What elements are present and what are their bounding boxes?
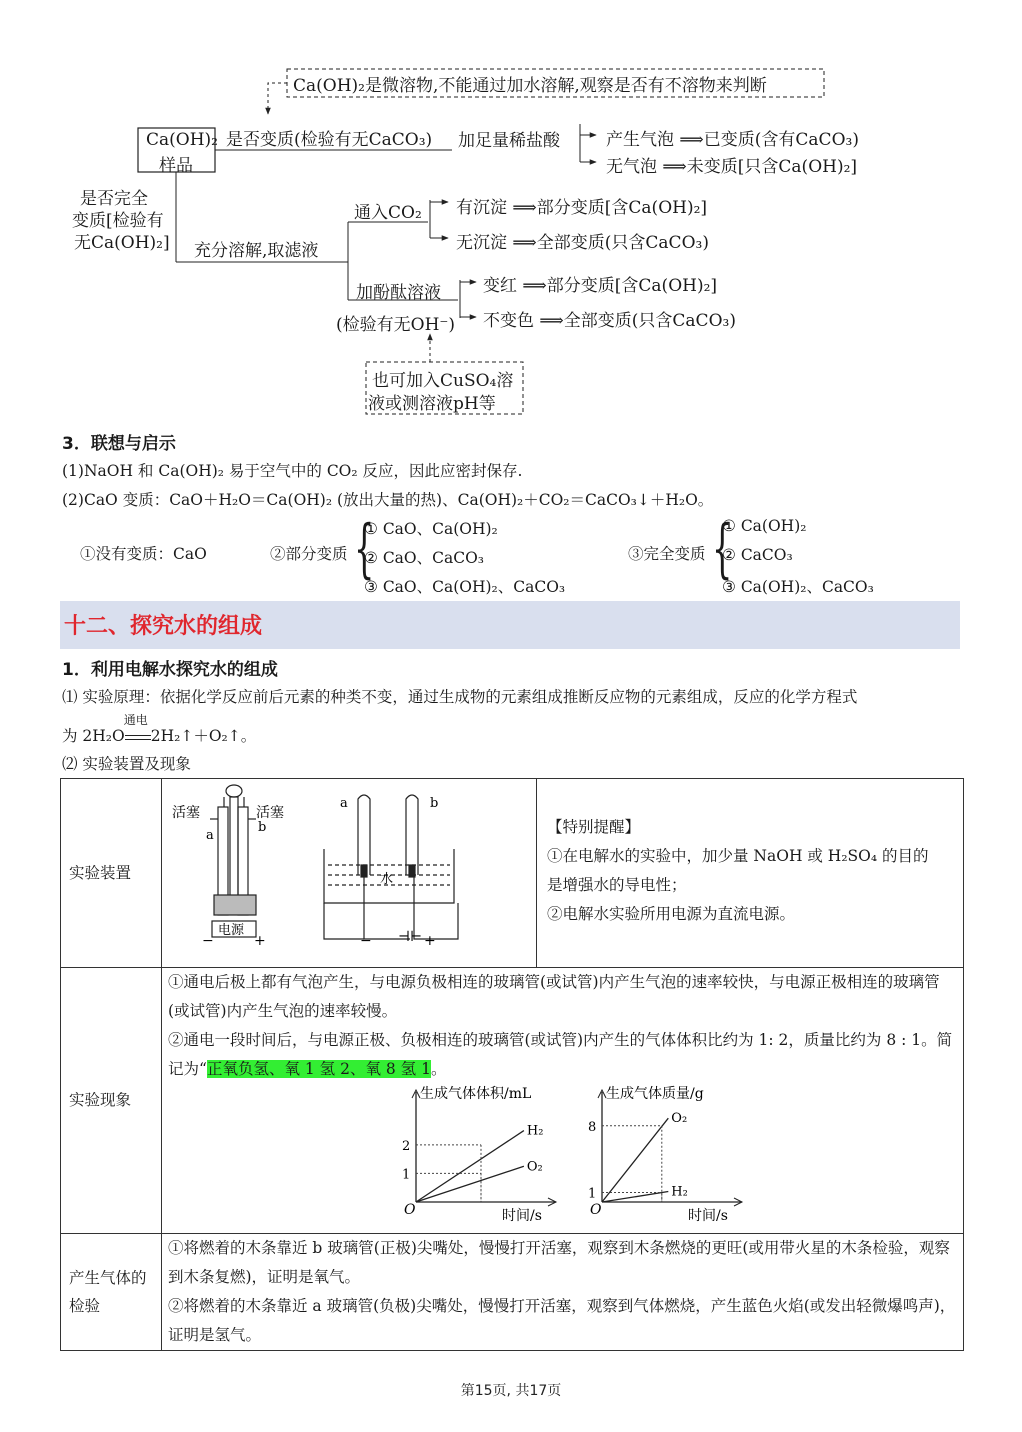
tips-title: 【特别提醒】 [547, 818, 641, 836]
result-no-bubble: 无气泡 [606, 157, 657, 177]
series-label: O₂ [526, 1159, 543, 1175]
check-cell [162, 1234, 964, 1351]
brace-icon: { [712, 512, 733, 586]
pos-sign: + [424, 933, 436, 949]
row-label: 实验装置 [61, 779, 162, 968]
tip-line: 是增强水的导电性； [547, 876, 687, 894]
section-title: 十二、探究水的组成 [64, 614, 263, 639]
brace-icon: { [354, 512, 375, 586]
x-axis-label: 时间/s [688, 1208, 728, 1224]
question-complete-1: 是否完全 [80, 189, 148, 209]
result-no-precipitate: 无沉淀 [456, 233, 507, 253]
page-footer: 第15页, 共17页 [460, 1383, 562, 1399]
bottom-note-2: 液或测溶液pH等 [368, 394, 496, 414]
y-axis-label: 生成气体体积/mL [420, 1086, 532, 1102]
arrow-icon: ⟹ [512, 233, 537, 253]
partial-item: ② CaO、CaCO₃ [364, 549, 485, 567]
trough-apparatus [324, 795, 458, 939]
check-2: ②将燃着的木条靠近 a 玻璃管(负极)尖嘴处，慢慢打开活塞，观察到气体燃烧，产生蓝色火焰(或发出轻微爆鸣声)，证明是氢气。 [168, 1297, 956, 1344]
add-acid: 加足量稀盐酸 [458, 131, 560, 151]
sample-label-2: 样品 [159, 156, 193, 176]
result-precipitate: 有沉淀 [456, 198, 507, 218]
arrow-icon: ⟹ [522, 276, 547, 296]
sec3-p2: (2)CaO 变质：CaO＋H₂O＝Ca(OH)₂ (放出大量的热)、Ca(OH)₂＋CO₂＝CaCO₃↓＋H₂O。 [62, 491, 714, 509]
tube-b-label: b [430, 796, 439, 811]
origin-label: O [590, 1202, 602, 1218]
arrow-icon: ⟹ [662, 157, 687, 177]
principle-line-1: ⑴ 实验原理：依据化学反应前后元素的种类不变，通过生成物的元素组成推断反应物的元素组成，反应的化学方程式 [62, 688, 858, 706]
arrow-icon: ⟹ [679, 130, 704, 150]
observation-2: ②通电一段时间后，与电源正极、负极相连的玻璃管(或试管)内产生的气体体积比约为 1: 2，质量比约为 8 : 1。简记为“正氧负氢、氧 1 氢 2、氧 8 氢 1。 [168, 1031, 953, 1078]
result-no-precipitate-conclusion: 全部变质(只含CaCO₃) [536, 233, 709, 253]
charts-area [168, 1084, 957, 1232]
observation-cell [162, 968, 964, 1234]
table-row [61, 779, 964, 968]
hofmann-apparatus [210, 785, 256, 937]
y-tick-label: 1 [588, 1186, 597, 1202]
tube-b-label: b [258, 820, 267, 835]
dissolve-step: 充分溶解,取滤液 [194, 241, 319, 261]
tip-line: ②电解水实验所用电源为直流电源。 [547, 905, 796, 923]
partial-label: ②部分变质 [270, 545, 348, 563]
sec3-title: 3．联想与启示 [62, 434, 176, 454]
battery-icon: ⊣⊢ [398, 929, 423, 945]
neg-sign: − [202, 933, 214, 949]
x-axis-label: 时间/s [502, 1208, 542, 1224]
series-line [416, 1166, 524, 1202]
y-axis-label: 生成气体质量/g [606, 1086, 704, 1102]
full-label: ③完全变质 [628, 545, 706, 563]
phenol-step: 加酚酞溶液 [356, 283, 441, 303]
water-label: 水 [380, 872, 394, 887]
result-no-bubble-conclusion: 未变质[只含Ca(OH)₂] [686, 157, 858, 177]
apparatus-cell [162, 779, 537, 968]
oh-test: (检验有无OH⁻) [336, 315, 455, 335]
series-label: H₂ [526, 1123, 544, 1139]
experiment-table [60, 778, 964, 1351]
pos-sign: + [254, 933, 266, 949]
series-label: H₂ [671, 1184, 688, 1200]
top-note: Ca(OH)₂是微溶物,不能通过加水溶解,观察是否有不溶物来判断 [293, 76, 767, 96]
arrow-icon: ⟹ [539, 311, 564, 331]
y-tick-label: 1 [402, 1167, 411, 1183]
partial-item: ③ CaO、Ca(OH)₂、CaCO₃ [364, 578, 566, 596]
check-1: ①将燃着的木条靠近 b 玻璃管(正极)尖嘴处，慢慢打开活塞，观察到木条燃烧的更旺(或用带火星的木条检验，观察到木条复燃)，证明是氧气。 [168, 1239, 950, 1286]
table-row [61, 1234, 964, 1351]
series-line [602, 1192, 668, 1202]
result-red-conclusion: 部分变质[含Ca(OH)₂] [546, 276, 718, 296]
y-tick-label: 2 [402, 1138, 411, 1154]
origin-label: O [404, 1202, 416, 1218]
partial-item: ① CaO、Ca(OH)₂ [364, 520, 498, 538]
row-label: 实验现象 [61, 968, 162, 1234]
condition-label: 通电 [123, 713, 148, 727]
tip-line: ①在电解水的实验中，加少量 NaOH 或 H₂SO₄ 的目的 [547, 847, 929, 865]
result-bubble: 产生气泡 [606, 130, 674, 150]
result-precipitate-conclusion: 部分变质[含Ca(OH)₂] [536, 198, 708, 218]
principle-line-2: 为 2H₂O 通电 2H₂↑＋O₂↑。 [62, 713, 257, 745]
question-spoiled: 是否变质(检验有无CaCO₃) [226, 130, 433, 150]
full-item: ② CaCO₃ [722, 546, 793, 564]
mass-chart [580, 1084, 750, 1230]
valve-label-left: 活塞 [172, 805, 200, 821]
sample-label-1: Ca(OH)₂ [146, 130, 218, 150]
volume-chart [394, 1084, 564, 1230]
apparatus-title: ⑵ 实验装置及现象 [62, 755, 191, 773]
bottom-note-1: 也可加入CuSO₄溶 [372, 371, 514, 391]
tube-a-label: a [206, 828, 214, 843]
mnemonic-highlight: 正氧负氢、氧 1 氢 2、氧 8 氢 1 [206, 1060, 431, 1078]
result-colorless: 不变色 [483, 311, 534, 331]
arrow-icon: ⟹ [512, 198, 537, 218]
co2-step: 通入CO₂ [354, 203, 422, 223]
row-label: 产生气体的检验 [61, 1234, 162, 1351]
table-row [61, 968, 964, 1234]
series-line [416, 1131, 524, 1202]
valve-label-right: 活塞 [256, 805, 284, 821]
power-label: 电源 [218, 923, 245, 938]
result-red: 变红 [483, 276, 517, 296]
sec3-p1: (1)NaOH 和 Ca(OH)₂ 易于空气中的 CO₂ 反应，因此应密封保存. [62, 462, 523, 480]
question-complete-2: 变质[检验有 [72, 211, 164, 231]
no-change: ①没有变质：CaO [80, 545, 207, 563]
result-colorless-conclusion: 全部变质(只含CaCO₃) [563, 311, 736, 331]
question-complete-3: 无Ca(OH)₂] [74, 233, 170, 253]
series-line [602, 1118, 668, 1202]
tube-a-label: a [340, 796, 348, 811]
tips-cell [537, 779, 964, 968]
subsection-title: 1．利用电解水探究水的组成 [62, 660, 278, 680]
series-label: O₂ [671, 1111, 688, 1127]
result-bubble-conclusion: 已变质(含有CaCO₃) [703, 130, 859, 150]
observation-1: ①通电后极上都有气泡产生，与电源负极相连的玻璃管(或试管)内产生气泡的速率较快，与电源正极相连的玻璃管(或试管)内产生气泡的速率较慢。 [168, 973, 940, 1020]
full-item: ③ Ca(OH)₂、CaCO₃ [722, 578, 874, 596]
full-item: ① Ca(OH)₂ [722, 517, 807, 535]
y-tick-label: 8 [588, 1119, 597, 1135]
electrolysis-apparatus [162, 779, 536, 957]
neg-sign: − [360, 933, 372, 949]
